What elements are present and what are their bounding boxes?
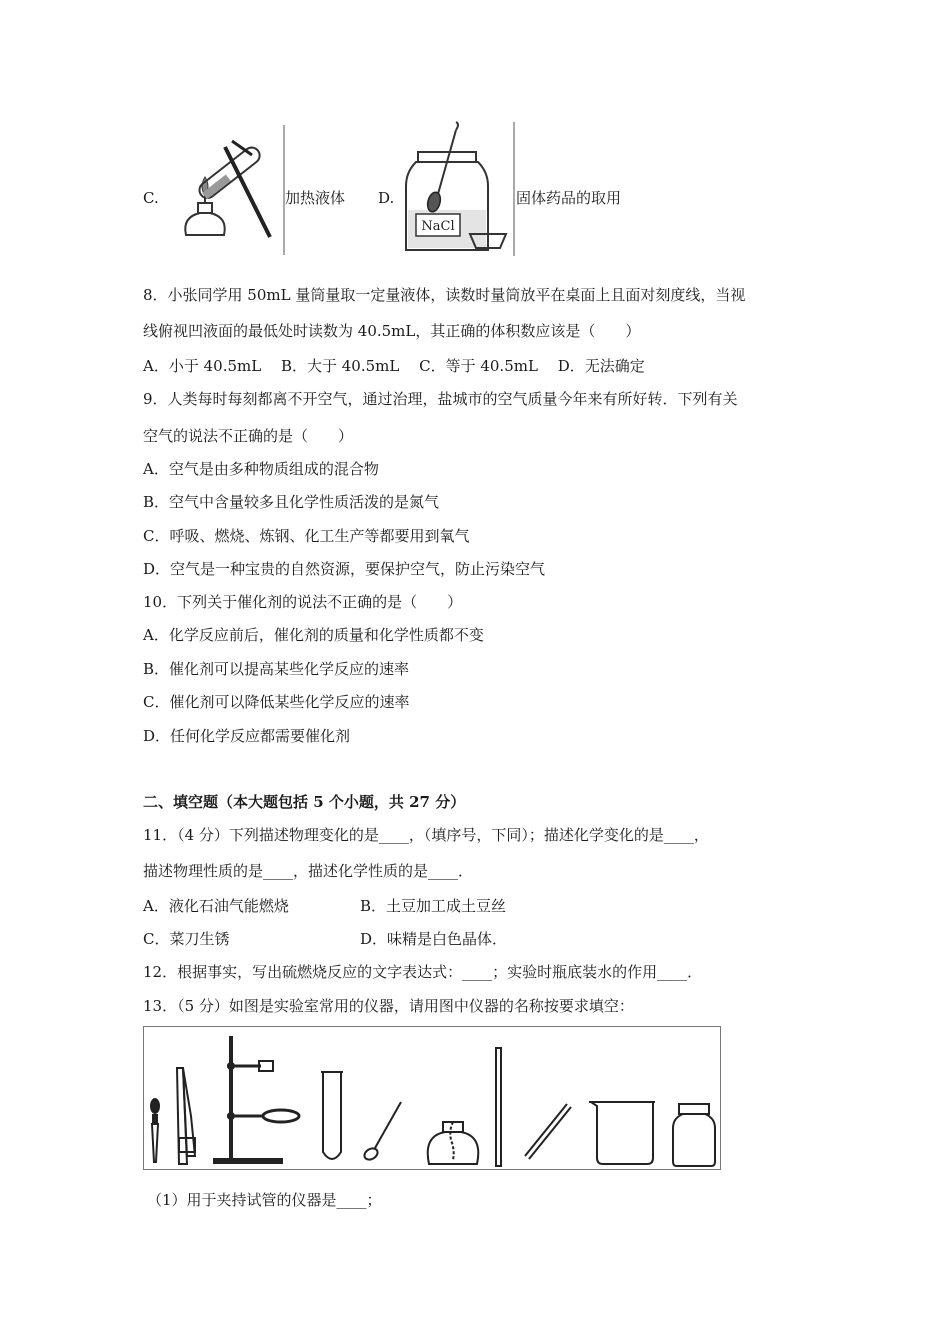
medicine-spoon-icon xyxy=(362,1102,401,1162)
q9-stem-line1: 9．人类每时每刻都离不开空气，通过治理，盐城市的空气质量今年来有所好转．下列有关 xyxy=(143,390,738,408)
q11-stem-line1: 11．（4 分）下列描述物理变化的是____，（填序号，下同）；描述化学变化的是____， xyxy=(143,826,709,844)
solid-reagent-figure xyxy=(402,122,518,256)
q11-stem-line2: 描述物理性质的是____，描述化学性质的是____． xyxy=(143,862,474,880)
q10-option-c: C．催化剂可以降低某些化学反应的速率 xyxy=(143,693,410,711)
glass-rod-icon xyxy=(496,1048,501,1166)
heating-liquid-figure xyxy=(170,125,285,255)
q11-option-b: B．土豆加工成土豆丝 xyxy=(360,897,507,915)
q9-option-c: C．呼吸、燃烧、炼钢、化工生产等都要用到氧气 xyxy=(143,527,470,545)
q11-option-d: D．味精是白色晶体． xyxy=(360,930,508,948)
q9-option-d: D．空气是一种宝贵的自然资源，要保护空气，防止污染空气 xyxy=(143,560,546,578)
q8-stem-line2: 线俯视凹液面的最低处时读数为 40.5mL，其正确的体积数应该是（ ） xyxy=(143,322,641,340)
q11-option-a: A．液化石油气能燃烧 xyxy=(143,897,289,915)
q7-option-d-letter: D. xyxy=(378,189,395,207)
tweezers-icon xyxy=(525,1104,571,1159)
q10-stem: 10．下列关于催化剂的说法不正确的是（ ） xyxy=(143,593,463,611)
alcohol-lamp-icon xyxy=(428,1122,479,1164)
q8-options: A．小于 40.5mL B．大于 40.5mL C．等于 40.5mL D．无法确定 xyxy=(143,357,645,375)
iron-stand-icon xyxy=(213,1036,299,1164)
beaker-icon xyxy=(589,1102,655,1164)
q8-stem-line1: 8．小张同学用 50mL 量筒量取一定量液体，读数时量筒放平在桌面上且面对刻度线，当视 xyxy=(143,286,746,304)
nacl-label: NaCl xyxy=(421,219,455,234)
test-tube-clamp-icon xyxy=(177,1068,195,1164)
q10-option-a: A．化学反应前后，催化剂的质量和化学性质都不变 xyxy=(143,626,484,644)
lab-instruments-figure xyxy=(143,1026,721,1171)
q7-option-c-text: 加热液体 xyxy=(285,189,346,207)
test-tube-icon xyxy=(321,1072,343,1159)
q7-option-d-text: 固体药品的取用 xyxy=(516,189,622,207)
q10-option-b: B．催化剂可以提高某些化学反应的速率 xyxy=(143,660,410,678)
q7-option-c-letter: C. xyxy=(143,189,159,207)
reagent-bottle-icon xyxy=(673,1104,715,1166)
q13-stem: 13．（5 分）如图是实验室常用的仪器，请用图中仪器的名称按要求填空： xyxy=(143,997,634,1015)
q12-stem: 12．根据事实，写出硫燃烧反应的文字表达式：____；实验时瓶底装水的作用____． xyxy=(143,963,703,981)
q9-stem-line2: 空气的说法不正确的是（ ） xyxy=(143,427,354,445)
q9-option-a: A．空气是由多种物质组成的混合物 xyxy=(143,460,379,478)
dropper-icon xyxy=(150,1098,160,1162)
q10-option-d: D．任何化学反应都需要催化剂 xyxy=(143,727,351,745)
q13-subquestion-1: （1）用于夹持试管的仪器是____； xyxy=(147,1191,382,1209)
section-2-title: 二、填空题（本大题包括 5 个小题，共 27 分） xyxy=(143,793,466,811)
q9-option-b: B．空气中含量较多且化学性质活泼的是氮气 xyxy=(143,493,440,511)
q11-option-c: C．菜刀生锈 xyxy=(143,930,230,948)
